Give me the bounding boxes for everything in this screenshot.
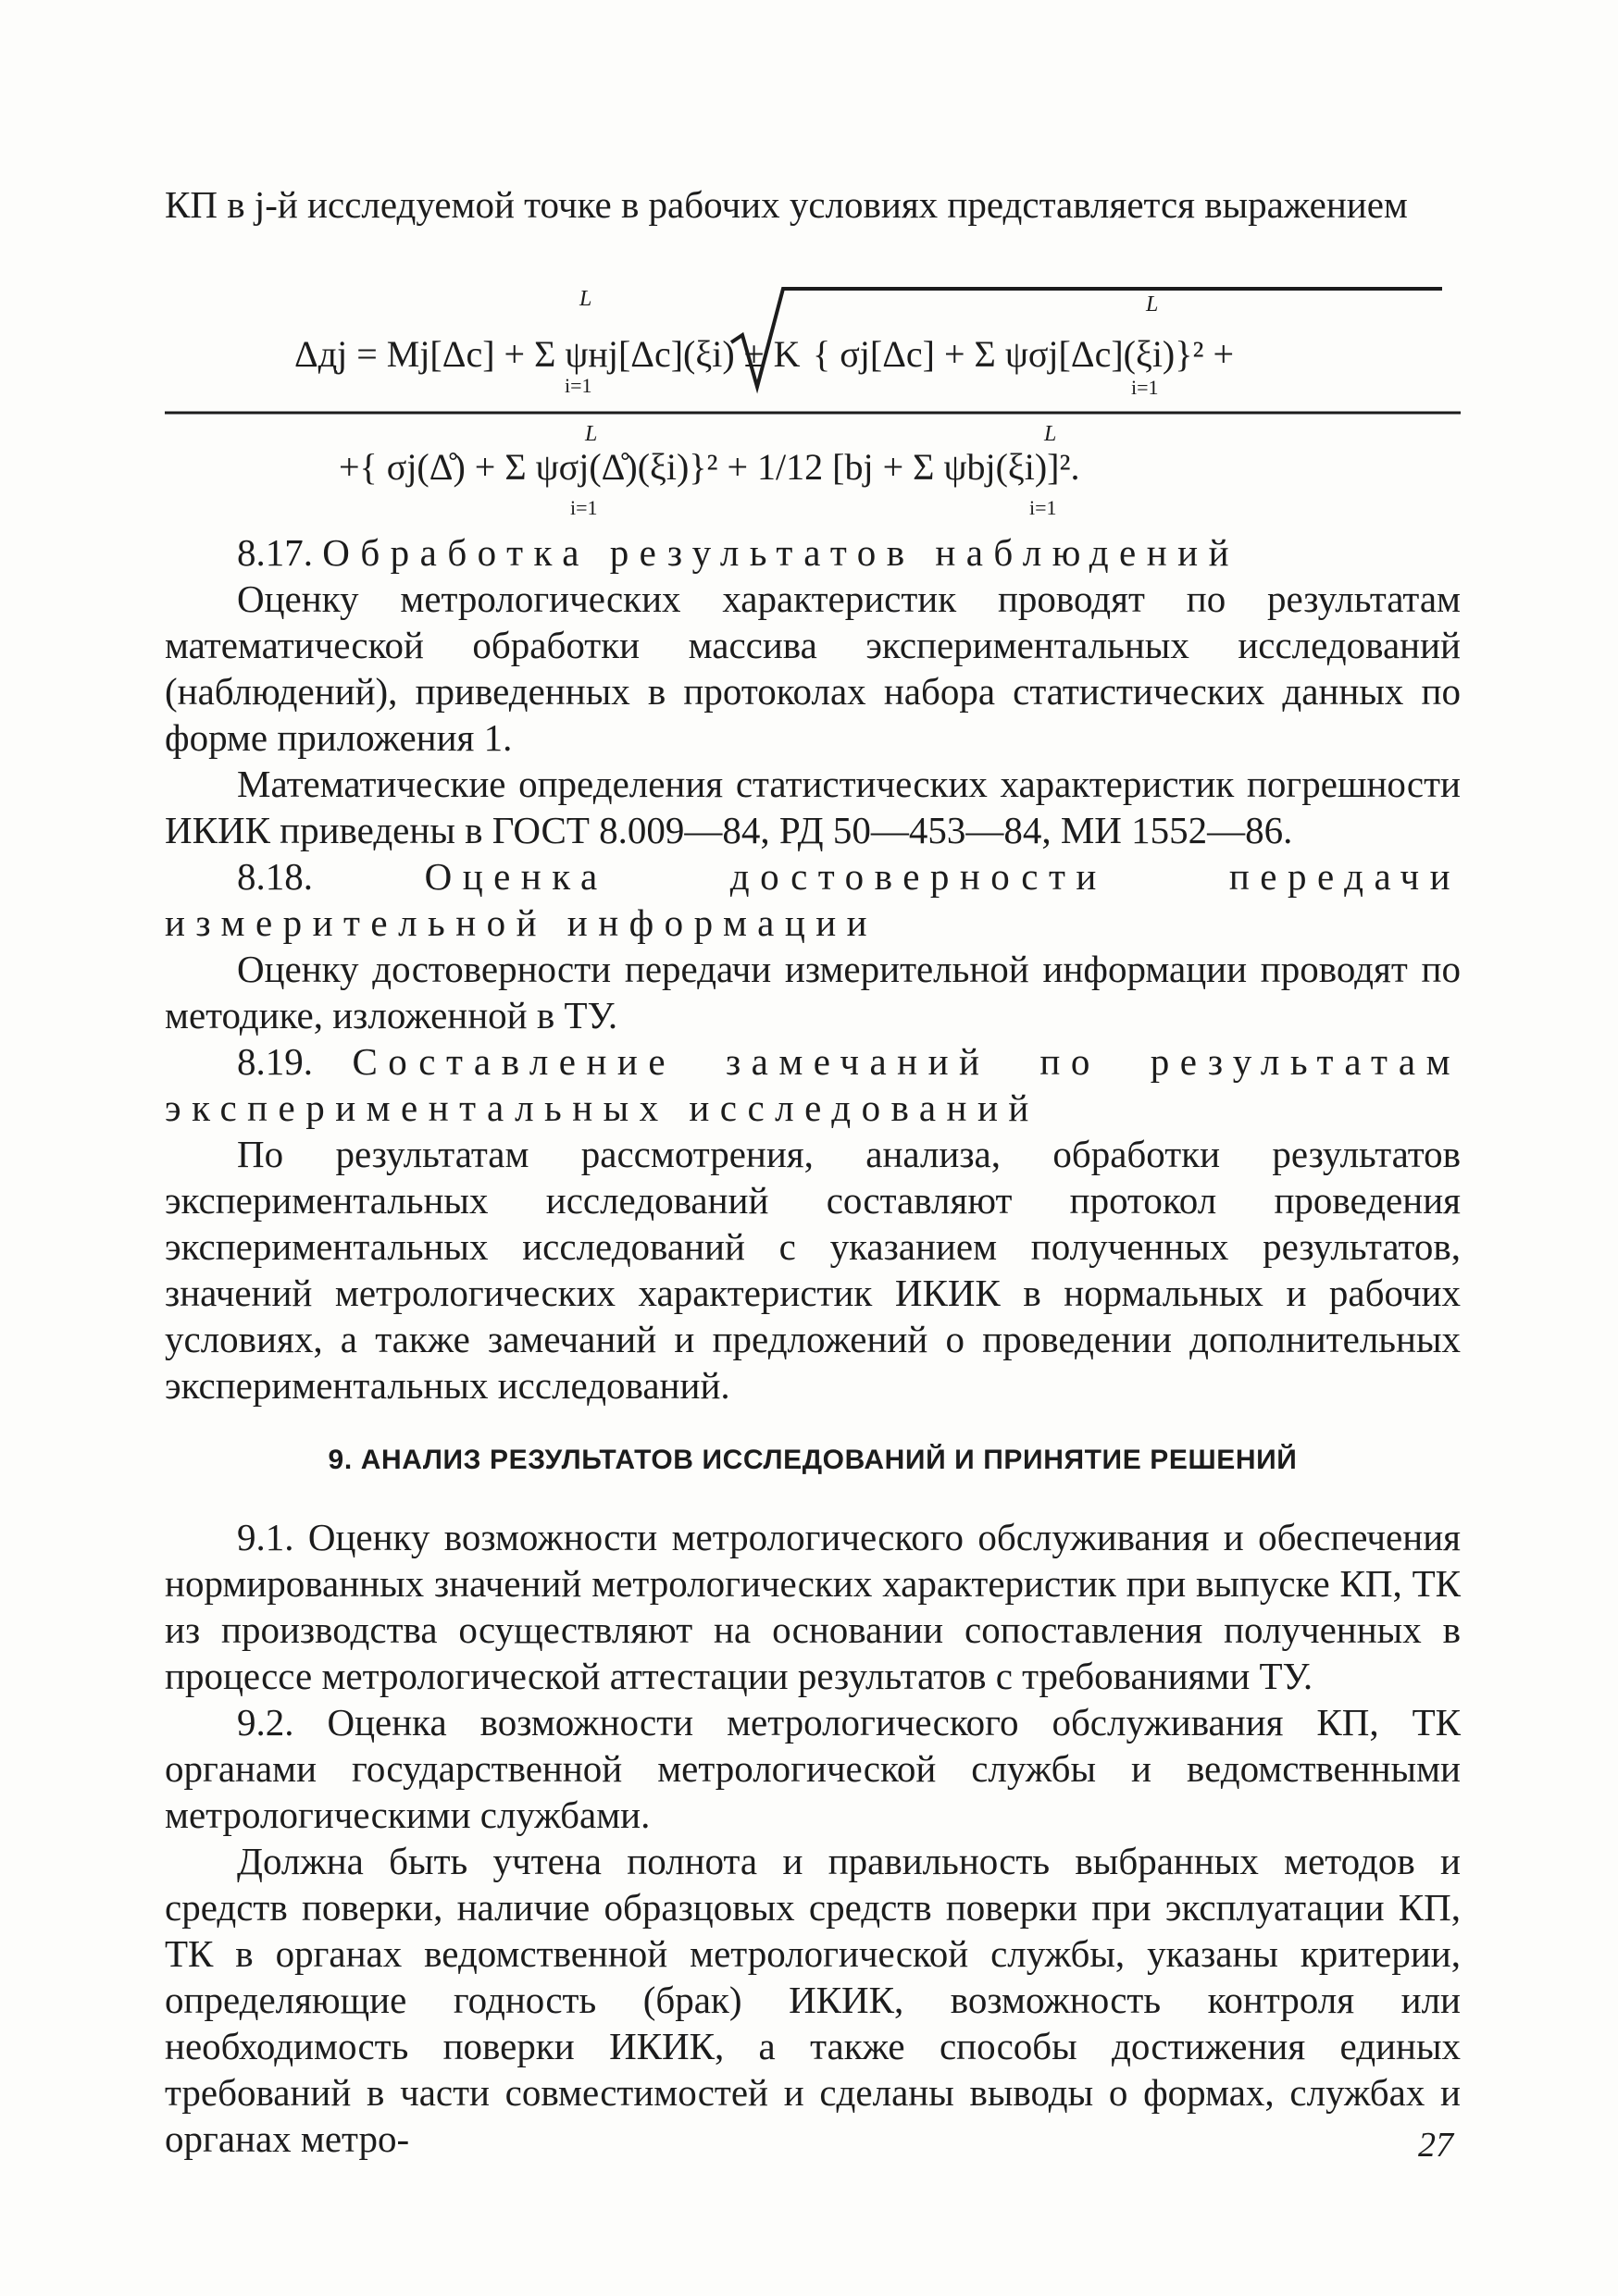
s818-heading bbox=[165, 853, 1461, 946]
intro-text: КП в j-й исследуемой точке в рабочих условиях представляется выражением bbox=[165, 183, 1408, 226]
intro-paragraph bbox=[165, 181, 1461, 228]
formula-block bbox=[165, 278, 1461, 518]
p93: Должна быть учтена полнота и правильность выбранных методов и средств поверки, наличие образцовых средств поверки при эксплуатации КП, ТК в органах ведомственной метрологической службы, указаны критерии, определяющие годность (брак) ИКИК, возможность контроля или необходимость поверки ИКИК, а также способы достижения единых требований в части совместимостей и сделаны выводы о формах, службах и органах метро- bbox=[165, 1840, 1461, 2160]
formula-svg bbox=[165, 278, 1461, 518]
p91: 9.1. Оценку возможности метрологического обслуживания и обеспечения нормированных значений метрологических характеристик при выпуске КП, ТК из производства осуществляют на основании сопоставления полученных в процессе метрологической аттестации результатов с требованиями ТУ. bbox=[165, 1516, 1461, 1697]
s819-paragraph-1: По результатам рассмотрения, анализа, обработки результатов экспериментальных исследований составляют протокол проведения экспериментальных исследований с указанием полученных результатов, значений метрологических характеристик ИКИК в нормальных и рабочих условиях, а также замечаний и предложений о проведении дополнительных экспериментальных исследований. bbox=[165, 1133, 1461, 1407]
section-9-block bbox=[165, 1514, 1461, 2162]
formula-line1-radicand: { σj[Δc] + Σ ψσj[Δc](ξi)}² + bbox=[813, 333, 1234, 375]
sum-upper-2: L bbox=[1146, 292, 1159, 316]
s817-heading bbox=[165, 529, 1461, 576]
sum-upper-4: L bbox=[1044, 422, 1057, 446]
s818-paragraph-1: Оценку достоверности передачи измерительной информации проводят по методике, изложенной в ТУ. bbox=[165, 948, 1461, 1036]
section-9-heading: 9. АНАЛИЗ РЕЗУЛЬТАТОВ ИССЛЕДОВАНИЙ И ПРИНЯТИЕ РЕШЕНИЙ bbox=[328, 1445, 1298, 1475]
s817-number: 8.17. bbox=[237, 531, 313, 574]
sum-upper-1: L bbox=[579, 287, 592, 311]
s819-number: 8.19. bbox=[237, 1040, 313, 1083]
p92: 9.2. Оценка возможности метрологического обслуживания КП, ТК органами государственной метрологической службы и ведомственными метрологическими службами. bbox=[165, 1701, 1461, 1836]
s819-heading bbox=[165, 1038, 1461, 1131]
s819-title: Составление замечаний по результатам экспериментальных исследований bbox=[165, 1040, 1461, 1129]
sum-lower-2: i=1 bbox=[1131, 376, 1159, 399]
sum-upper-3: L bbox=[585, 422, 598, 446]
s817-title: Обработка результатов наблюдений bbox=[322, 531, 1239, 574]
formula-line2: +{ σj(Δ̊) + Σ ψσj(Δ̊)(ξi)}² + 1/12 [bj + Σ ψbj(ξi)]². bbox=[339, 446, 1080, 488]
sections-8-block bbox=[165, 529, 1461, 1409]
s818-number: 8.18. bbox=[237, 855, 313, 898]
s817-paragraph-2: Математические определения статистических характеристик погрешности ИКИК приведены в ГОСТ 8.009—84, РД 50—453—84, МИ 1552—86. bbox=[165, 763, 1461, 851]
sum-lower-4: i=1 bbox=[1029, 496, 1057, 518]
s818-title: Оценка достоверности передачи измерительной информации bbox=[165, 855, 1461, 944]
sum-lower-3: i=1 bbox=[570, 496, 598, 518]
sum-lower-1: i=1 bbox=[565, 374, 592, 397]
formula-line1-lhs: Δдj = Mj[Δc] + Σ ψнj[Δc](ξi) ± K bbox=[294, 333, 801, 375]
s817-paragraph-1: Оценку метрологических характеристик проводят по результатам математической обработки массива экспериментальных исследований (наблюдений), приведенных в протоколах набора статистических данных по форме приложения 1. bbox=[165, 577, 1461, 759]
page-number: 27 bbox=[1418, 2126, 1453, 2165]
